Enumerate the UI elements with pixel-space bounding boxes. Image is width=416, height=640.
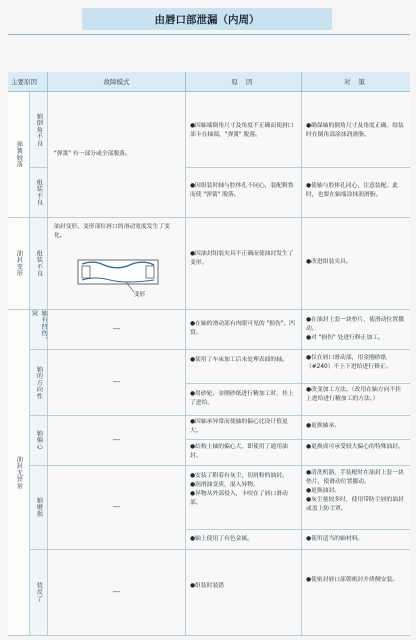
cause-chamfer: ●因轴端倒角尺寸及角度不正确而使唇口部卡在轴端，"弹簧" 脱落。: [186, 92, 302, 168]
measure-shaft-scratch-2: ●对 "损伤" 处进行修正加工。: [306, 334, 384, 341]
measure-shaft-wear-2: ●使用适当的轴材料。: [302, 530, 410, 550]
measure-chamfer: ●确保轴的倒角尺寸及角度正确。组装时在倒角部涂抹润滑脂。: [302, 92, 410, 168]
cause-shaft-eccentric-2: ●结构上轴的偏心大，即使用了通用油封。: [186, 440, 302, 466]
cause-shaft-direction-2: ●用砂轮、金刚砂纸进行精加工时，挂上了进给。: [186, 384, 302, 416]
sub-reversed: 装反了: [30, 550, 48, 636]
cause-shaft-wear-2: ●轴上使用了有色金属。: [186, 530, 302, 550]
measure-assembly-1: ●使轴与腔体孔同心，注意装配。此时，也要在轴端涂抹润滑脂。: [302, 168, 410, 218]
mode-reversed: —: [48, 550, 186, 636]
sub-shaft-wear: 轴磨损: [30, 466, 48, 550]
cause-shaft-wear-1: ●安装了附着有灰尘，切屑粉的油封。 ●润滑油变质，混入异物。 ●异物从外部侵入，卡咬在了唇口滑动部。: [186, 466, 302, 530]
measure-shaft-scratch: [302, 310, 410, 350]
measure-shaft-scratch-1: ●在油封上套一块垫片，使滑动位置挪动。: [306, 317, 404, 332]
mode-spring-drop: "弹簧" 有一部分或全部脱落。: [48, 92, 186, 218]
cause-shaft-scratch: ●在轴的滑动部有肉眼可见的 "损伤"、凹窝。: [186, 310, 302, 350]
measure-shaft-eccentric-1: ●更换轴承。: [302, 416, 410, 440]
deform-label: 变形: [134, 292, 146, 298]
header-main-cause: 主要原因: [8, 72, 48, 92]
header-cause: 原 因: [186, 72, 302, 92]
measure-reversed: ●使密封唇口部朝密封介质侧安装。: [302, 550, 410, 636]
cause-shaft-direction-1: ●使用了车床加工后未处理表面的轴。: [186, 350, 302, 384]
sub-assembly-defect-2: 组装不良: [30, 218, 48, 310]
measure-shaft-direction-2: ●改变加工方法。（改用在轴方向不挂上进给进行精加工的方法。）: [302, 384, 410, 416]
mode-shaft-eccentric: —: [48, 416, 186, 466]
measure-seal-deform: ●改进组装夹具。: [302, 218, 410, 310]
seal-deform-diagram: [74, 256, 170, 300]
cause-reversed: ●组装时装错: [186, 550, 302, 636]
sub-shaft-eccentric: 轴偏心: [30, 416, 48, 466]
sub-shaft-direction: 轴的方向性: [30, 350, 48, 416]
header-measure: 对 策: [302, 72, 410, 92]
category-seal-deform: 油封变形: [8, 218, 30, 310]
measure-shaft-wear-1: ●清洗机器，手装配时在油封上套一块垫片，使滑动位置挪动。 ●更换油封。 ●灰尘量较多时，使用带防尘唇的油封或盖上防尘罩。: [302, 466, 410, 530]
title-rule: [8, 34, 410, 35]
measure-shaft-direction-1: ●仅在唇口滑动部，用金刚砂纸（#240）不上下进给进行修正。: [302, 350, 410, 384]
page-title: 由唇口部泄漏（内周）: [82, 8, 332, 30]
sub-chamfer-defect: 轴倒角不良: [30, 92, 48, 168]
mode-shaft-direction: —: [48, 350, 186, 416]
cause-seal-deform: ●因油封组装夹具不正确而使油封发生了变形。: [186, 218, 302, 310]
sub-assembly-defect-1: 组装不良: [30, 168, 48, 218]
mode-seal-deform-text: 油封变形、变形部位唇口的滑动宽度发生了变化。: [54, 224, 170, 239]
mode-shaft-scratch: —: [48, 310, 186, 350]
measure-shaft-eccentric-2: ●更换成可承受较大偏心的特殊油封。: [302, 440, 410, 466]
cause-shaft-eccentric-1: ●因轴承异常而使轴的偏心比设计值更大。: [186, 416, 302, 440]
category-spring-drop: 弹簧脱落: [8, 92, 30, 218]
header-failure-mode: 故障模式: [48, 72, 186, 92]
cause-assembly-1: ●因组装时轴与腔体孔不同心，装配粗鲁而使 "弹簧" 脱落。: [186, 168, 302, 218]
category-seal-ok: 油封无异常: [8, 310, 30, 636]
sub-shaft-scratch: 轴有凹伤、窝: [30, 310, 48, 350]
mode-shaft-wear: —: [48, 466, 186, 550]
